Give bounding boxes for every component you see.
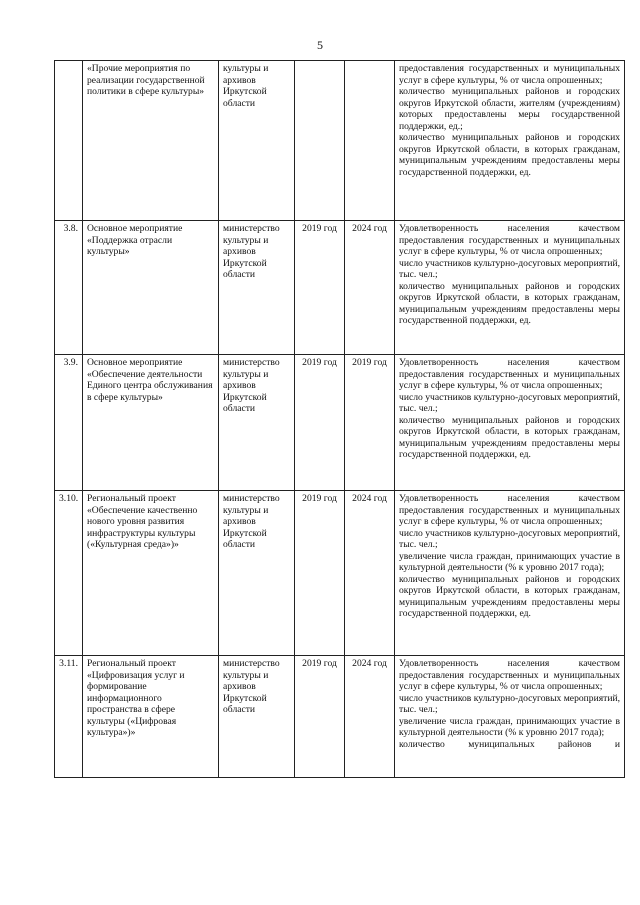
indicator-item: количество муниципальных районов и городских округов Иркутской области, в которых гражданам, муниципальным учреждениям предоставлены меры государственной поддержки, ед. bbox=[399, 132, 620, 178]
row-number bbox=[55, 61, 83, 221]
indicator-item: Удовлетворенность населения качеством предоставления государственных и муниципальных услуг в сфере культуры, % от числа опрошенных; bbox=[399, 493, 620, 527]
start-year: 2019 год bbox=[295, 355, 345, 491]
table-row bbox=[55, 355, 625, 491]
indicator-item: увеличение числа граждан, принимающих участие в культурной деятельности (% к уровню 2017 года); bbox=[399, 550, 620, 573]
indicators bbox=[395, 656, 625, 778]
table-row bbox=[55, 221, 625, 355]
measure-name: Основное мероприятие «Поддержка отрасли культуры» bbox=[83, 221, 219, 355]
table-row bbox=[55, 491, 625, 656]
row-number: 3.8. bbox=[55, 221, 83, 355]
indicator-item: число участников культурно-досуговых мероприятий, тыс. чел.; bbox=[399, 692, 620, 715]
executor: министерство культуры и архивов Иркутской области bbox=[219, 221, 295, 355]
table-row bbox=[55, 61, 625, 221]
end-year: 2024 год bbox=[345, 221, 395, 355]
indicators bbox=[395, 355, 625, 491]
indicators bbox=[395, 221, 625, 355]
indicator-item: число участников культурно-досуговых мероприятий, тыс. чел.; bbox=[399, 527, 620, 550]
indicator-item: предоставления государственных и муниципальных услуг в сфере культуры, % от числа опрошенных; bbox=[399, 63, 620, 86]
measure-name: Основное мероприятие «Обеспечение деятельности Единого центра обслуживания в сфере культуры» bbox=[83, 355, 219, 491]
executor: министерство культуры и архивов Иркутской области bbox=[219, 656, 295, 778]
table-row bbox=[55, 656, 625, 778]
indicator-item: количество муниципальных районов и bbox=[399, 738, 620, 750]
start-year: 2019 год bbox=[295, 656, 345, 778]
indicator-item: количество муниципальных районов и городских округов Иркутской области, в которых гражданам, муниципальным учреждениям предоставлены меры государственной поддержки, ед. bbox=[399, 414, 620, 460]
end-year: 2024 год bbox=[345, 491, 395, 656]
measures-table bbox=[54, 60, 625, 778]
indicator-item: число участников культурно-досуговых мероприятий, тыс. чел.; bbox=[399, 257, 620, 280]
end-year bbox=[345, 61, 395, 221]
page-number: 5 bbox=[317, 38, 323, 52]
indicator-item: Удовлетворенность населения качеством предоставления государственных и муниципальных услуг в сфере культуры, % от числа опрошенных; bbox=[399, 658, 620, 692]
start-year: 2019 год bbox=[295, 221, 345, 355]
indicator-item: количество муниципальных районов и городских округов Иркутской области, в которых гражданам, муниципальным учреждениям предоставлены меры государственной поддержки, ед. bbox=[399, 280, 620, 326]
indicators bbox=[395, 61, 625, 221]
indicator-item: количество муниципальных районов и городских округов Иркутской области, жителям (учреждениям) которых предоставлены меры государственной поддержки, ед.; bbox=[399, 86, 620, 132]
executor: министерство культуры и архивов Иркутской области bbox=[219, 355, 295, 491]
start-year bbox=[295, 61, 345, 221]
indicator-item: Удовлетворенность населения качеством предоставления государственных и муниципальных услуг в сфере культуры, % от числа опрошенных; bbox=[399, 357, 620, 391]
start-year: 2019 год bbox=[295, 491, 345, 656]
indicator-item: Удовлетворенность населения качеством предоставления государственных и муниципальных услуг в сфере культуры, % от числа опрошенных; bbox=[399, 223, 620, 257]
indicator-item: количество муниципальных районов и городских округов Иркутской области, в которых гражданам, муниципальным учреждениям предоставлены меры государственной поддержки, ед. bbox=[399, 573, 620, 619]
end-year: 2024 год bbox=[345, 656, 395, 778]
executor: культуры и архивов Иркутской области bbox=[219, 61, 295, 221]
row-number: 3.11. bbox=[55, 656, 83, 778]
measure-name: «Прочие мероприятия по реализации государственной политики в сфере культуры» bbox=[83, 61, 219, 221]
measure-name: Региональный проект «Цифровизация услуг и формирование информационного пространства в сфере культуры («Цифровая культура»)» bbox=[83, 656, 219, 778]
row-number: 3.9. bbox=[55, 355, 83, 491]
executor: министерство культуры и архивов Иркутской области bbox=[219, 491, 295, 656]
indicator-item: число участников культурно-досуговых мероприятий, тыс. чел.; bbox=[399, 391, 620, 414]
measure-name: Региональный проект «Обеспечение качественно нового уровня развития инфраструктуры культуры («Культурная среда»)» bbox=[83, 491, 219, 656]
row-number: 3.10. bbox=[55, 491, 83, 656]
indicators bbox=[395, 491, 625, 656]
end-year: 2019 год bbox=[345, 355, 395, 491]
indicator-item: увеличение числа граждан, принимающих участие в культурной деятельности (% к уровню 2017 года); bbox=[399, 715, 620, 738]
